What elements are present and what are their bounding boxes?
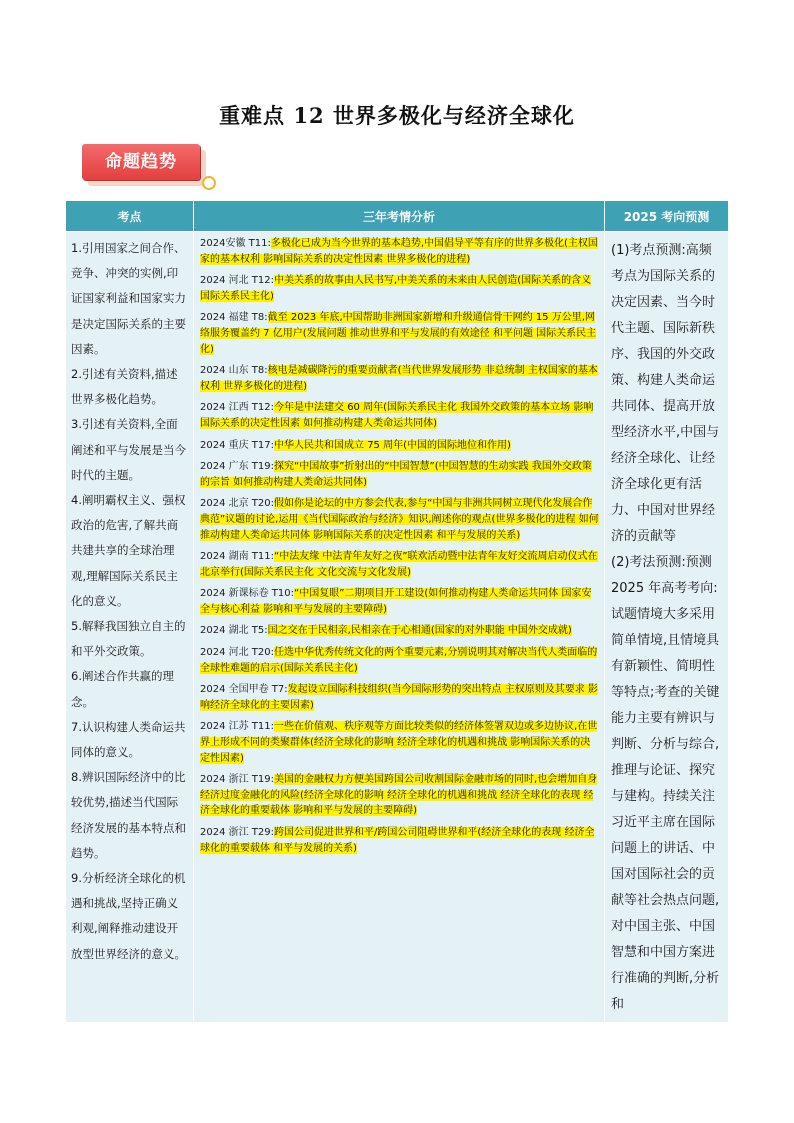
header-kaodian: 考点 (66, 201, 194, 232)
exam-entry (200, 549, 600, 580)
entry-body: 核电是减碳降污的重要贡献者(当代世界发展形势 非总统制 主权国家的基本权利 世界多极化的进程) (200, 365, 598, 392)
entry-body: 美国的金融权力方便美国跨国公司收割国际金融市场的同时,也会增加自身经济过度金融化的风险(经济全球化的影响 经济全球化的机遇和挑战 经济全球化的表现 经济全球化的重要载体 影响和平与发展的主要障碍) (200, 774, 598, 817)
entry-body: 跨国公司促进世界和平/跨国公司阻碍世界和平(经济全球化的表现 经济全球化的重要载体 和平与发展的关系) (200, 827, 595, 854)
exam-entry (200, 682, 600, 713)
entry-prefix: 2024 重庆 T17: (200, 439, 275, 451)
point-item: 7.认识构建人类命运共同体的意义。 (71, 719, 186, 760)
entry-body: 假如你是论坛的中方参会代表,参与“中国与非洲共同树立现代化发展合作典范”议题的讨论,运用《当代国际政治与经济》知识,阐述你的观点(世界多极化的进程 如何推动构建人类命运共同体 影响国际关系的决定性因素 和平与发展的关系) (200, 498, 599, 541)
exam-entry (200, 772, 600, 819)
entry-prefix: 2024 全国甲卷 T7: (200, 684, 288, 696)
entry-prefix: 2024 湖南 T11: (200, 551, 275, 563)
entry-prefix: 2024 广东 T19: (200, 461, 275, 473)
exam-entry (200, 825, 600, 856)
entry-prefix: 2024 河北 T20: (200, 647, 275, 659)
entry-body: 中美关系的故事由人民书写,中美关系的未来由人民创造(国际关系的含义 国际关系民主化) (200, 275, 592, 302)
entry-body: 截至 2023 年底,中国帮助非洲国家新增和升级通信骨干网约 15 万公里,网络服务覆盖约 7 亿用户(发展问题 推动世界和平与发展的有效途径 和平问题 国际关系民主化) (200, 312, 597, 355)
exam-entry (200, 586, 600, 617)
exam-entry (200, 363, 600, 394)
table-header-row (66, 201, 729, 232)
exam-entry (200, 236, 600, 267)
entry-body: “中法友缘 中法青年友好之夜”联欢活动暨中法青年友好交流周启动仪式在北京举行(国际关系民主化 文化交流与文化发展) (200, 551, 598, 578)
entry-prefix: 2024 江苏 T11: (200, 721, 275, 733)
point-item: 1.引用国家之间合作、竞争、冲突的实例,印证国家利益和国家实力是决定国际关系的主要因素。 (71, 241, 186, 356)
analysis-cell (194, 232, 605, 1023)
exam-entry (200, 459, 600, 490)
entry-prefix: 2024 新课标卷 T10: (200, 588, 295, 600)
exam-entry (200, 623, 600, 639)
entry-prefix: 2024 浙江 T19: (200, 774, 275, 786)
forecast-text: (1)考点预测:高频考点为国际关系的决定因素、当今时代主题、国际新秩序、我国的外交政策、构建人类命运共同体、提高开放型经济水平,中国与经济全球化、让经济全球化更有活力、中国对世界经济的贡献等 (2)考法预测:预测 2025 年高考考向:试题情境大多采用简单情境,且情境具有新颖性、简明性等特点;考查的关键能力主要有辨识与判断、分析与综合,推理与论证、探究与建构。持续关注习近平主席在国际问题上的讲话、中国对国际社会的贡献等社会热点问题,对中国主张、中国智慧和中国方案进行准确的判断,分析和 (611, 243, 720, 1012)
point-item: 2.引述有关资料,描述世界多极化趋势。 (71, 367, 178, 407)
analysis-table (65, 200, 729, 1023)
exam-entry (200, 273, 600, 304)
badge-label: 命题趋势 (82, 144, 200, 180)
entry-prefix: 2024 湖北 T5: (200, 625, 268, 637)
exam-entry (200, 496, 600, 543)
point-item: 3.引述有关资料,全面阐述和平与发展是当今时代的主题。 (71, 417, 186, 482)
entry-body: 任选中华优秀传统文化的两个重要元素,分别说明其对解决当代人类面临的全球性难题的启示(国际关系民主化) (200, 647, 598, 674)
ring-icon (202, 176, 216, 190)
header-forecast: 2025 考向预测 (605, 201, 729, 232)
entry-prefix: 2024 江西 T12: (200, 402, 275, 414)
entry-prefix: 2024 山东 T8: (200, 365, 268, 377)
point-item: 4.阐明霸权主义、强权政治的危害,了解共商共建共享的全球治理观,理解国际关系民主化的意义。 (71, 493, 186, 608)
point-item: 8.辨识国际经济中的比较优势,描述当代国际经济发展的基本特点和趋势。 (71, 770, 186, 860)
point-item: 6.阐述合作共赢的理念。 (71, 669, 174, 709)
header-analysis: 三年考情分析 (194, 201, 605, 232)
points-cell (66, 232, 194, 1023)
point-item: 9.分析经济全球化的机遇和挑战,坚持正确义利观,阐释推动建设开放型世界经济的意义。 (71, 871, 186, 961)
entry-prefix: 2024安徽 T11: (200, 238, 271, 249)
entry-prefix: 2024 浙江 T29: (200, 827, 275, 838)
point-item: 5.解释我国独立自主的和平外交政策。 (71, 619, 186, 659)
table-row (66, 232, 729, 1023)
entry-body: 多极化已成为当今世界的基本趋势,中国倡导平等有序的世界多极化(主权国家的基本权利 影响国际关系的决定性因素 世界多极化的进程) (200, 238, 598, 265)
entry-body: 中华人民共和国成立 75 周年(中国的国际地位和作用) (274, 439, 511, 451)
forecast-cell (605, 232, 729, 1023)
entry-prefix: 2024 河北 T12: (200, 275, 275, 287)
entry-body: “中国复眼”二期项目开工建设(如何推动构建人类命运共同体 国家安全与核心利益 影响和平与发展的主要障碍) (200, 588, 592, 615)
entry-prefix: 2024 北京 T20: (200, 498, 275, 510)
entry-body: 发起设立国际科技组织(当今国际形势的突出特点 主权原则及其要求 影响经济全球化的主要因素) (200, 684, 598, 711)
exam-entry (200, 310, 600, 357)
entry-body: 国之交在于民相亲,民相亲在于心相通(国家的对外职能 中国外交成就) (267, 625, 572, 637)
entry-body: 探究“中国故事”折射出的“中国智慧”(中国智慧的生动实践 我国外交政策的宗旨 如何推动构建人类命运共同体) (200, 461, 592, 488)
entry-body: 一些在价值观、秩序观等方面比较类似的经济体签署双边或多边协议,在世界上形成不同的类聚群体(经济全球化的影响 经济全球化的机遇和挑战 影响国际关系的决定性因素) (200, 721, 598, 764)
exam-entry (200, 645, 600, 676)
exam-entry (200, 719, 600, 766)
trend-badge (80, 142, 210, 192)
page-title: 重难点 12 世界多极化与经济全球化 (219, 103, 575, 128)
entry-prefix: 2024 福建 T8: (200, 312, 268, 324)
entry-body: 今年是中法建交 60 周年(国际关系民主化 我国外交政策的基本立场 影响国际关系的决定性因素 如何推动构建人类命运共同体) (200, 402, 594, 429)
exam-entry (200, 400, 600, 431)
exam-entry (200, 438, 600, 454)
